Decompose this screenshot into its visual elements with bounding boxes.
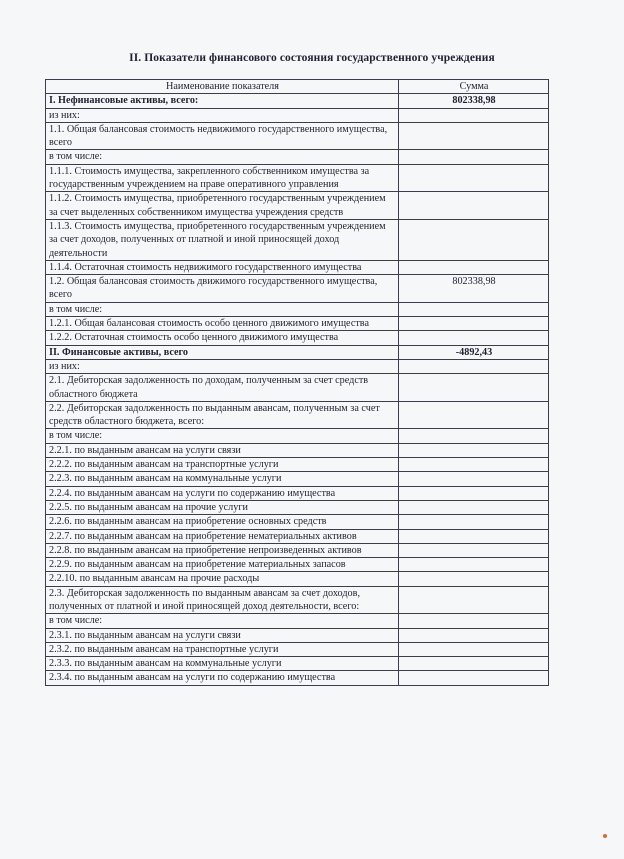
table-row [46, 374, 549, 402]
ink-dot [603, 834, 607, 838]
sum-cell [399, 628, 549, 642]
indicator-name-cell: 2.2.6. по выданным авансам на приобретение основных средств [46, 515, 399, 529]
table-header-row [46, 80, 549, 94]
sum-cell: -4892,43 [399, 345, 549, 359]
table-row [46, 586, 549, 614]
table-row [46, 359, 549, 373]
indicator-name-cell: 1.1.2. Стоимость имущества, приобретенного государственным учреждением за счет выделенных собственником имущества учреждения средств [46, 192, 399, 220]
indicator-name-cell: I. Нефинансовые активы, всего: [46, 94, 399, 108]
indicator-name-cell: 2.3.2. по выданным авансам на транспортные услуги [46, 642, 399, 656]
table-row [46, 164, 549, 192]
table-row [46, 671, 549, 685]
table-row [46, 642, 549, 656]
table-row [46, 529, 549, 543]
indicator-name-cell: 1.1.1. Стоимость имущества, закрепленного собственником имущества за государственным учреждением на праве оперативного управления [46, 164, 399, 192]
table-row [46, 458, 549, 472]
indicator-name-cell: 1.1. Общая балансовая стоимость недвижимого государственного имущества, всего [46, 122, 399, 150]
indicator-name-cell: в том числе: [46, 429, 399, 443]
column-header-sum: Сумма [399, 80, 549, 94]
table-row [46, 515, 549, 529]
table-row [46, 472, 549, 486]
indicator-name-cell: 2.2.3. по выданным авансам на коммунальные услуги [46, 472, 399, 486]
indicator-name-cell: 2.3. Дебиторская задолженность по выданным авансам за счет доходов, полученных от платной и иной приносящей доход деятельности, всего: [46, 586, 399, 614]
column-header-name: Наименование показателя [46, 80, 399, 94]
table-row [46, 443, 549, 457]
table-row [46, 260, 549, 274]
table-row [46, 345, 549, 359]
table-row [46, 317, 549, 331]
sum-cell: 802338,98 [399, 275, 549, 303]
page-title: II. Показатели финансового состояния государственного учреждения [129, 52, 495, 64]
sum-cell [399, 642, 549, 656]
indicator-name-cell: 2.3.4. по выданным авансам на услуги по содержанию имущества [46, 671, 399, 685]
indicator-name-cell: 2.2.2. по выданным авансам на транспортные услуги [46, 458, 399, 472]
sum-cell [399, 500, 549, 514]
indicator-name-cell: 2.2.7. по выданным авансам на приобретение нематериальных активов [46, 529, 399, 543]
sum-cell [399, 472, 549, 486]
indicator-name-cell: II. Финансовые активы, всего [46, 345, 399, 359]
table-row [46, 150, 549, 164]
indicator-name-cell: в том числе: [46, 614, 399, 628]
table-row [46, 486, 549, 500]
sum-cell [399, 374, 549, 402]
indicator-name-cell: 2.2.9. по выданным авансам на приобретение материальных запасов [46, 558, 399, 572]
indicator-name-cell: 2.1. Дебиторская задолженность по доходам, полученным за счет средств областного бюджета [46, 374, 399, 402]
indicator-name-cell: 1.2.1. Общая балансовая стоимость особо ценного движимого имущества [46, 317, 399, 331]
table-row [46, 219, 549, 260]
sum-cell: 802338,98 [399, 94, 549, 108]
indicator-name-cell: 1.1.3. Стоимость имущества, приобретенного государственным учреждением за счет доходов, полученных от платной и иной приносящей доход деятельности [46, 219, 399, 260]
sum-cell [399, 401, 549, 429]
table-row [46, 331, 549, 345]
sum-cell [399, 529, 549, 543]
financial-indicators-table [45, 79, 549, 686]
indicator-name-cell: 2.2.1. по выданным авансам на услуги связи [46, 443, 399, 457]
sum-cell [399, 302, 549, 316]
indicator-name-cell: из них: [46, 108, 399, 122]
table-body [46, 94, 549, 685]
table-row [46, 122, 549, 150]
indicator-name-cell: 2.2.4. по выданным авансам на услуги по содержанию имущества [46, 486, 399, 500]
sum-cell [399, 429, 549, 443]
table-row [46, 401, 549, 429]
table-row [46, 108, 549, 122]
sum-cell [399, 150, 549, 164]
sum-cell [399, 359, 549, 373]
table-row [46, 192, 549, 220]
table-row [46, 628, 549, 642]
sum-cell [399, 108, 549, 122]
sum-cell [399, 558, 549, 572]
table-row [46, 94, 549, 108]
sum-cell [399, 443, 549, 457]
table-row [46, 500, 549, 514]
indicator-name-cell: 1.1.4. Остаточная стоимость недвижимого государственного имущества [46, 260, 399, 274]
table-row [46, 558, 549, 572]
table-row [46, 543, 549, 557]
indicator-name-cell: 2.3.3. по выданным авансам на коммунальные услуги [46, 657, 399, 671]
sum-cell [399, 586, 549, 614]
sum-cell [399, 260, 549, 274]
sum-cell [399, 614, 549, 628]
indicator-name-cell: 1.2.2. Остаточная стоимость особо ценного движимого имущества [46, 331, 399, 345]
table-row [46, 275, 549, 303]
indicator-name-cell: 2.2.8. по выданным авансам на приобретение непроизведенных активов [46, 543, 399, 557]
table-row [46, 572, 549, 586]
table-row [46, 302, 549, 316]
table-row [46, 657, 549, 671]
sum-cell [399, 572, 549, 586]
indicator-name-cell: 2.2.10. по выданным авансам на прочие расходы [46, 572, 399, 586]
sum-cell [399, 486, 549, 500]
sum-cell [399, 219, 549, 260]
sum-cell [399, 317, 549, 331]
indicator-name-cell: 2.2. Дебиторская задолженность по выданным авансам, полученным за счет средств областного бюджета, всего: [46, 401, 399, 429]
table-row [46, 614, 549, 628]
indicator-name-cell: 2.3.1. по выданным авансам на услуги связи [46, 628, 399, 642]
indicator-name-cell: в том числе: [46, 150, 399, 164]
sum-cell [399, 331, 549, 345]
indicator-name-cell: 2.2.5. по выданным авансам на прочие услуги [46, 500, 399, 514]
sum-cell [399, 671, 549, 685]
sum-cell [399, 515, 549, 529]
indicator-name-cell: в том числе: [46, 302, 399, 316]
sum-cell [399, 458, 549, 472]
indicator-name-cell: из них: [46, 359, 399, 373]
sum-cell [399, 122, 549, 150]
sum-cell [399, 164, 549, 192]
sum-cell [399, 543, 549, 557]
indicator-name-cell: 1.2. Общая балансовая стоимость движимого государственного имущества, всего [46, 275, 399, 303]
table-row [46, 429, 549, 443]
sum-cell [399, 192, 549, 220]
sum-cell [399, 657, 549, 671]
